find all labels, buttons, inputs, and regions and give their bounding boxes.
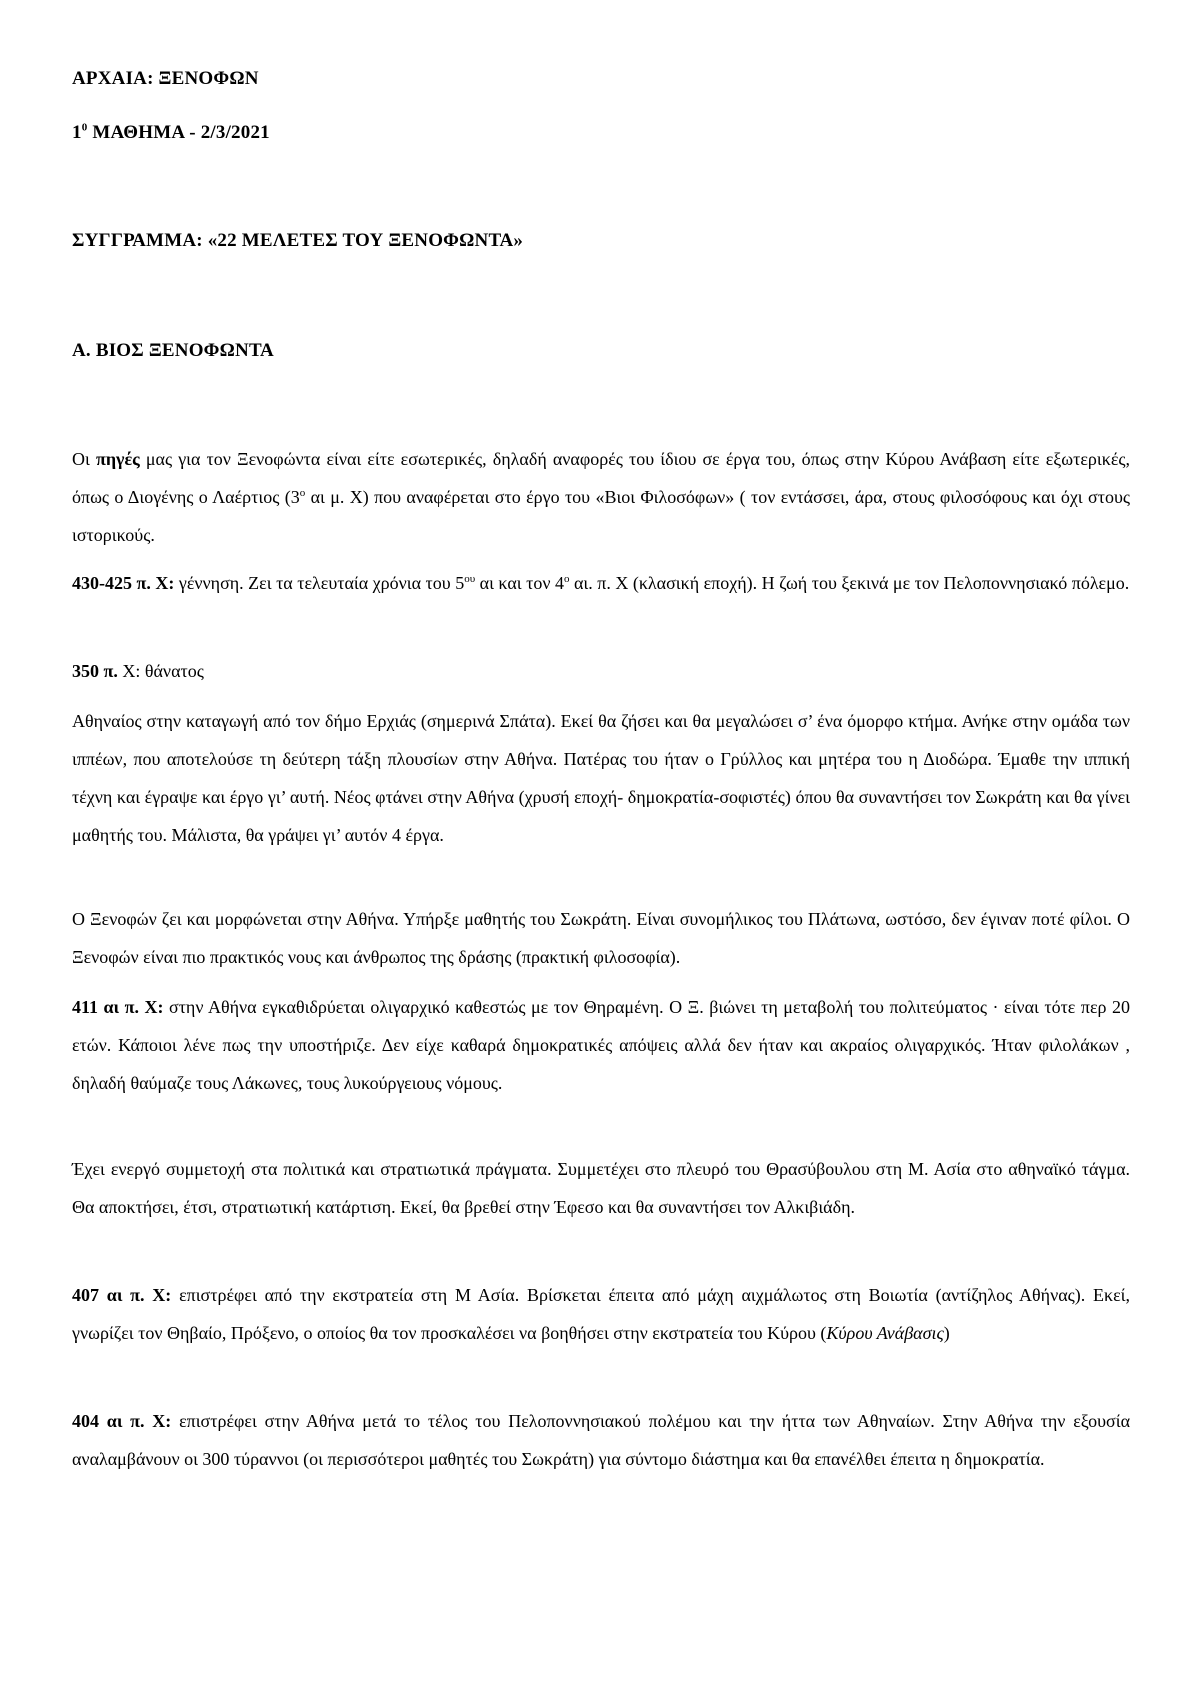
paragraph-407 xyxy=(72,1276,1130,1352)
paragraph-404 xyxy=(72,1402,1130,1478)
text-run: αι. π. Χ (κλασική εποχή). Η ζωή του ξεκινά με τον Πελοποννησιακό πόλεμο. xyxy=(569,573,1130,593)
section-heading: Α. ΒΙΟΣ ΞΕΝΟΦΩΝΤΑ xyxy=(72,340,274,361)
date-label: 407 αι π. Χ: xyxy=(72,1285,172,1305)
paragraph-origin: Αθηναίος στην καταγωγή από τον δήμο Ερχιάς (σημερινά Σπάτα). Εκεί θα ζήσει και θα μεγαλώσει σ’ ένα όμορφο κτήμα. Ανήκε στην ομάδα των ιππέων, που αποτελούσε τη δεύτερη τάξη πλουσίων στην Αθήνα. Πατέρας του ήταν ο Γρύλλος και μητέρα του η Διοδώρα. Έμαθε την ιππική τέχνη και έγραψε και έργο γι’ αυτή. Νέος φτάνει στην Αθήνα (χρυσή εποχή- δημοκρατία-σοφιστές) όπου θα συναντήσει τον Σωκράτη και θα γίνει μαθητής του. Μάλιστα, θα γράψει γι’ αυτόν 4 έργα. xyxy=(72,711,1130,845)
text-run: αι μ. Χ) που αναφέρεται στο έργο του «Βιοι Φιλοσόφων» ( τον εντάσσει, άρα, στους φιλοσόφους και όχι στους ιστορικούς. xyxy=(72,487,1130,545)
text-run: μας για τον Ξενοφώντα είναι είτε εσωτερικές, δηλαδή αναφορές του ίδιου σε έργα του, όπως στην Κύρου Ανάβαση είτε εξωτερικές, όπως ο Διογένης ο Λαέρτιος (3 xyxy=(72,449,1131,507)
text-run: γέννηση. Ζει τα τελευταία χρόνια του 5 xyxy=(174,573,465,593)
date-label: 350 π. xyxy=(72,661,118,681)
paragraph-birth xyxy=(72,564,1130,602)
textbook-heading: ΣΥΓΓΡΑΜΜΑ: «22 ΜΕΛΕΤΕΣ ΤΟΥ ΞΕΝΟΦΩΝΤΑ» xyxy=(72,230,524,251)
date-label: 411 αι π. Χ: xyxy=(72,997,164,1017)
superscript: ου xyxy=(464,573,476,585)
subject-heading: ΑΡΧΑΙΑ: ΞΕΝΟΦΩΝ xyxy=(72,68,259,89)
text-run: Χ: θάνατος xyxy=(117,661,204,681)
superscript: ο xyxy=(564,573,570,585)
text-run: αι και τον 4 xyxy=(475,573,564,593)
text-run: επιστρέφει από την εκστρατεία στη Μ Ασία. Βρίσκεται έπειτα από μάχη αιχμάλωτος στη Βοιωτία (αντίζηλος Αθήνας). Εκεί, γνωρίζει τον Θηβαίο, Πρόξενο, ο οποίος θα τον προσκαλέσει να βοηθήσει στην εκστρατεία του Κύρου ( xyxy=(72,1285,1130,1343)
text-run: Οι xyxy=(72,449,96,469)
lesson-date: ΜΑΘΗΜΑ - 2/3/2021 xyxy=(87,122,270,143)
bold-term: πηγές xyxy=(95,449,140,469)
date-label: 404 αι π. Χ: xyxy=(72,1411,172,1431)
paragraph-sources xyxy=(72,440,1130,554)
text-run: επιστρέφει στην Αθήνα μετά το τέλος του Πελοποννησιακού πολέμου και την ήττα των Αθηναίων. Στην Αθήνα την εξουσία αναλαμβάνουν οι 300 τύραννοι (οι περισσότεροι μαθητές του Σωκράτη) για σύντομο διάστημα και θα επανέλθει έπειτα η δημοκρατία. xyxy=(72,1411,1130,1469)
lesson-number-sup: 0 xyxy=(81,121,88,134)
text-run: ) xyxy=(943,1323,950,1343)
paragraph-death xyxy=(72,652,1130,690)
paragraph-military: Έχει ενεργό συμμετοχή στα πολιτικά και στρατιωτικά πράγματα. Συμμετέχει στο πλευρό του Θρασύβουλου στη Μ. Ασία στο αθηναϊκό τάγμα. Θα αποκτήσει, έτσι, στρατιωτική κατάρτιση. Εκεί, θα βρεθεί στην Έφεσο και θα συναντήσει τον Αλκιβιάδη. xyxy=(72,1159,1130,1217)
paragraph-education: Ο Ξενοφών ζει και μορφώνεται στην Αθήνα. Υπήρξε μαθητής του Σωκράτη. Είναι συνομήλικος του Πλάτωνα, ωστόσο, δεν έγιναν ποτέ φίλοι. Ο Ξενοφών είναι πιο πρακτικός νους και άνθρωπος της δράσης (πρακτική φιλοσοφία). xyxy=(72,909,1130,967)
paragraph-411 xyxy=(72,988,1130,1102)
lesson-number: 1 xyxy=(72,122,82,143)
lesson-heading xyxy=(72,122,270,144)
superscript: ο xyxy=(299,487,306,499)
italic-title: Κύρου Ανάβασις xyxy=(826,1323,944,1343)
date-label: 430-425 π. Χ: xyxy=(72,573,175,593)
text-run: στην Αθήνα εγκαθιδρύεται ολιγαρχικό καθεστώς με τον Θηραμένη. Ο Ξ. βιώνει τη μεταβολή του πολιτεύματος · είναι τότε περ 20 ετών. Κάποιοι λένε πως την υποστήριζε. Δεν είχε καθαρά δημοκρατικές απόψεις αλλά δεν ήταν και ακραίος ολιγαρχικός. Ήταν φιλολάκων , δηλαδή θαύμαζε τους Λάκωνες, τους λυκούργειους νόμους. xyxy=(72,997,1130,1093)
